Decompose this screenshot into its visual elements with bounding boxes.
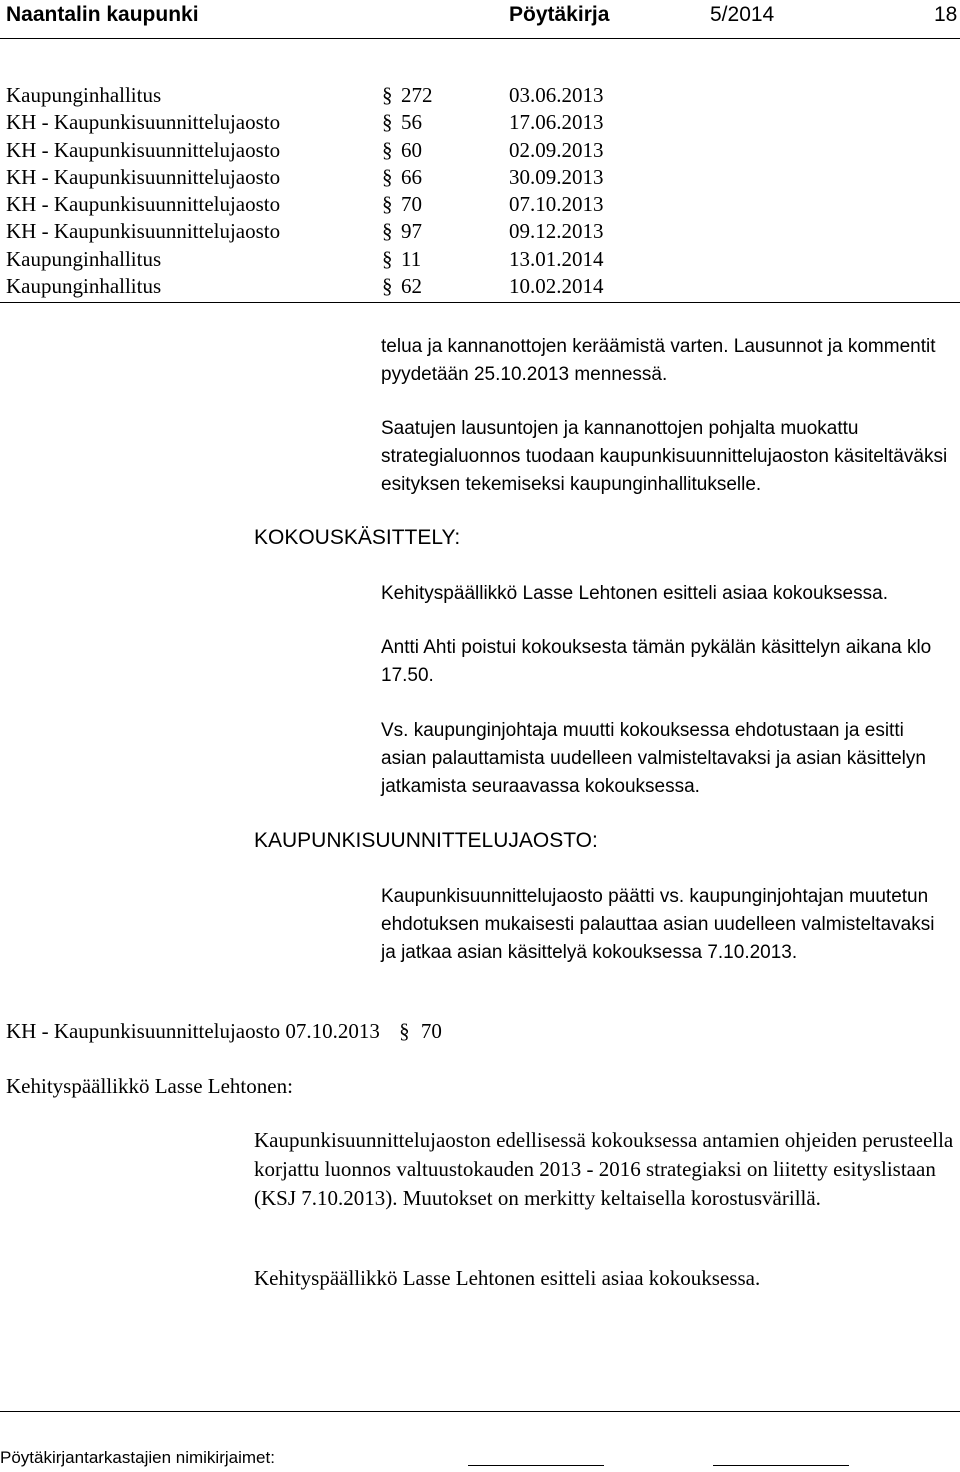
history-date: 07.10.2013 xyxy=(509,192,604,217)
body-paragraph: Saatujen lausuntojen ja kannanottojen pohjalta muokattu strategialuonnos tuodaan kaupunkisuunnittelujaoston käsiteltäväksi esityksen tekemiseksi kaupunginhallitukselle. xyxy=(381,418,948,495)
history-section: 11 xyxy=(401,246,422,271)
history-date: 30.09.2013 xyxy=(509,164,604,189)
document-type: Pöytäkirja xyxy=(509,3,610,26)
history-body: KH - Kaupunkisuunnittelujaosto xyxy=(6,192,281,217)
history-body: KH - Kaupunkisuunnittelujaosto xyxy=(6,164,281,189)
history-divider xyxy=(0,302,960,303)
kokouskasittely-label: KOKOUSKÄSITTELY: xyxy=(254,526,461,549)
meeting-history xyxy=(6,82,960,300)
signature-line xyxy=(713,1465,849,1466)
municipality-name: Naantalin kaupunki xyxy=(6,3,199,26)
section-sign: § xyxy=(382,219,393,244)
history-date: 09.12.2013 xyxy=(509,219,604,244)
body-paragraph: telua ja kannanottojen keräämistä varten. Lausunnot ja kommentit pyydetään 25.10.2013 mennessä. xyxy=(381,336,936,385)
history-row xyxy=(6,109,960,136)
history-row xyxy=(6,82,960,109)
history-date: 10.02.2014 xyxy=(509,274,604,299)
section-sign: § xyxy=(382,137,393,162)
section-sign: § xyxy=(382,110,393,135)
body-paragraph: Kehityspäällikkö Lasse Lehtonen esitteli asiaa kokouksessa. xyxy=(254,1266,761,1290)
document-number: 5/2014 xyxy=(710,3,775,26)
footer-label: Pöytäkirjantarkastajien nimikirjaimet: xyxy=(0,1448,275,1467)
body-paragraph: Kaupunkisuunnittelujaosto päätti vs. kaupunginjohtajan muutetun ehdotuksen mukaisesti palauttaa asian uudelleen valmisteltavaksi ja jatkaa asian käsittelyä kokouksessa 7.10.2013. xyxy=(381,886,935,963)
history-body: Kaupunginhallitus xyxy=(6,83,162,107)
history-row xyxy=(6,137,960,164)
section-sign: § xyxy=(382,164,393,189)
kaupunkisuunnittelujaosto-label: KAUPUNKISUUNNITTELUJAOSTO: xyxy=(254,829,598,852)
page-number: 18 xyxy=(934,3,958,26)
history-date: 17.06.2013 xyxy=(509,110,604,135)
body-paragraph: Antti Ahti poistui kokouksesta tämän pykälän käsittelyn aikana klo 17.50. xyxy=(381,637,932,686)
history-row xyxy=(6,191,960,218)
section-sign: § xyxy=(382,192,393,217)
section-sign: § xyxy=(382,246,393,271)
history-body: KH - Kaupunkisuunnittelujaosto xyxy=(6,219,281,244)
section-heading-body: KH - Kaupunkisuunnittelujaosto 07.10.2013 xyxy=(6,1019,380,1043)
history-row xyxy=(6,273,960,300)
history-row xyxy=(6,164,960,191)
section-heading-number: 70 xyxy=(420,1019,442,1043)
page-header xyxy=(0,0,960,39)
history-date: 03.06.2013 xyxy=(509,83,604,107)
history-section: 66 xyxy=(401,164,422,189)
section-sign: § xyxy=(382,274,393,299)
body-paragraph: Kehityspäällikkö Lasse Lehtonen esitteli asiaa kokouksessa. xyxy=(381,583,888,604)
history-row xyxy=(6,218,960,245)
presenter-label: Kehityspäällikkö Lasse Lehtonen: xyxy=(6,1074,293,1098)
history-section: 60 xyxy=(401,137,422,162)
signature-line xyxy=(468,1465,604,1466)
section-heading xyxy=(6,1017,442,1046)
history-body: KH - Kaupunkisuunnittelujaosto xyxy=(6,137,281,162)
history-body: Kaupunginhallitus xyxy=(6,274,162,299)
section-sign: § xyxy=(382,83,393,107)
history-date: 13.01.2014 xyxy=(509,246,604,271)
history-row xyxy=(6,246,960,273)
footer-divider xyxy=(0,1411,960,1412)
section-sign: § xyxy=(399,1019,410,1043)
history-section: 272 xyxy=(401,83,433,107)
history-section: 62 xyxy=(401,274,422,299)
body-paragraph: Vs. kaupunginjohtaja muutti kokouksessa ehdotustaan ja esitti asian palauttamista uudelleen valmisteltavaksi ja asian käsittelyn jatkamista seuraavassa kokouksessa. xyxy=(381,720,926,797)
body-paragraph: Kaupunkisuunnittelujaoston edellisessä kokouksessa antamien ohjeiden perusteella korjattu luonnos valtuustokauden 2013 - 2016 strategiaksi on liitetty esityslistaan (KSJ 7.10.2013). Muutokset on merkitty keltaisella korostusvärillä. xyxy=(254,1128,954,1210)
history-body: KH - Kaupunkisuunnittelujaosto xyxy=(6,110,281,135)
history-body: Kaupunginhallitus xyxy=(6,246,162,271)
history-date: 02.09.2013 xyxy=(509,137,604,162)
history-section: 70 xyxy=(401,192,422,217)
history-section: 56 xyxy=(401,110,422,135)
history-section: 97 xyxy=(401,219,422,244)
